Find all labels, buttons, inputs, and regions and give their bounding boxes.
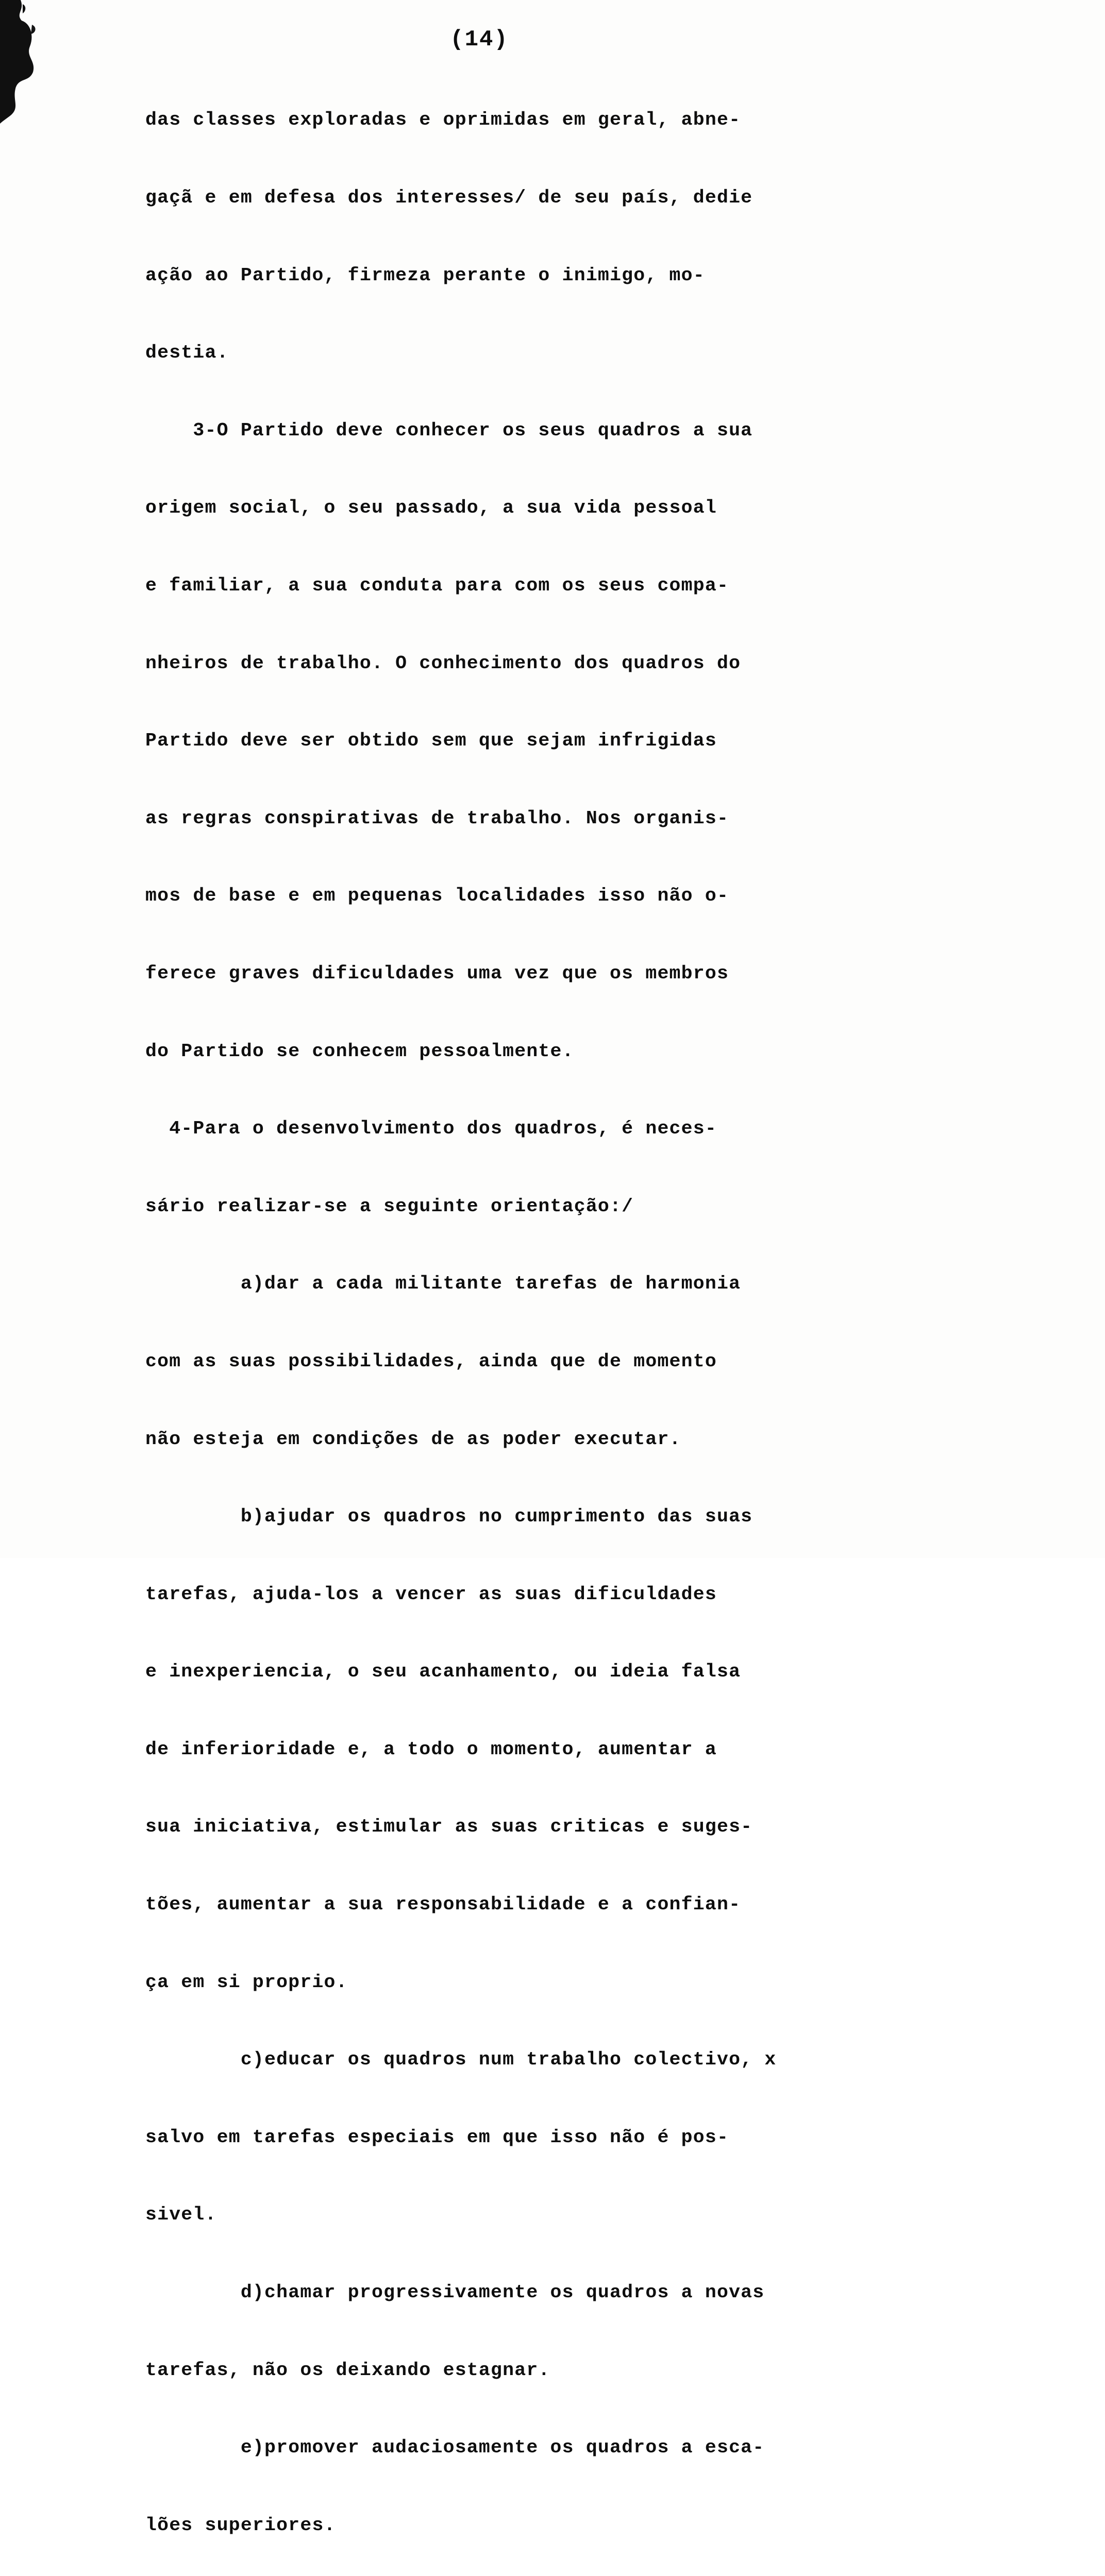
text-line: gaçã e em defesa dos interesses/ de seu país, dedie	[145, 187, 753, 208]
ink-blot-mark	[0, 0, 57, 124]
text-line: c)educar os quadros num trabalho colectivo, x	[145, 2049, 777, 2071]
text-line: e familiar, a sua conduta para com os seus compa-	[145, 574, 729, 596]
page-number: (14)	[450, 27, 509, 53]
text-line: e inexperiencia, o seu acanhamento, ou ideia falsa	[145, 1661, 741, 1683]
text-line: de inferioridade e, a todo o momento, aumentar a	[145, 1738, 717, 1760]
text-line: ação ao Partido, firmeza perante o inimigo, mo-	[145, 264, 705, 286]
text-line: Partido deve ser obtido sem que sejam infrigidas	[145, 730, 717, 752]
text-line: e)promover audaciosamente os quadros a esca-	[145, 2437, 765, 2459]
text-line: 4-Para o desenvolvimento dos quadros, é neces-	[145, 1118, 717, 1140]
text-line: origem social, o seu passado, a sua vida pessoal	[145, 497, 717, 519]
text-line: do Partido se conhecem pessoalmente.	[145, 1040, 574, 1062]
text-line: tões, aumentar a sua responsabilidade e a confian-	[145, 1894, 741, 1916]
text-line: tarefas, ajuda-los a vencer as suas dificuldades	[145, 1583, 717, 1605]
text-line: a)dar a cada militante tarefas de harmonia	[145, 1273, 741, 1295]
text-line: sário realizar-se a seguinte orientação:/	[145, 1195, 634, 1217]
body-text	[145, 56, 949, 2576]
text-line: sua iniciativa, estimular as suas criticas e suges-	[145, 1816, 753, 1838]
text-line: sivel.	[145, 2204, 217, 2226]
text-line: 3-O Partido deve conhecer os seus quadros a sua	[145, 419, 753, 441]
text-line: ça em si proprio.	[145, 1971, 348, 1993]
text-line: b)ajudar os quadros no cumprimento das suas	[145, 1506, 753, 1528]
text-line: tarefas, não os deixando estagnar.	[145, 2359, 550, 2381]
text-line: com as suas possibilidades, ainda que de momento	[145, 1350, 717, 1372]
text-line: destia.	[145, 342, 229, 364]
text-line: as regras conspirativas de trabalho. Nos organis-	[145, 807, 729, 829]
text-line: das classes exploradas e oprimidas em geral, abne-	[145, 109, 741, 131]
text-line: não esteja em condições de as poder executar.	[145, 1428, 681, 1450]
text-line: lões superiores.	[145, 2514, 336, 2536]
text-line: nheiros de trabalho. O conhecimento dos quadros do	[145, 652, 741, 674]
text-line: d)chamar progressivamente os quadros a novas	[145, 2282, 765, 2303]
text-line: mos de base e em pequenas localidades isso não o-	[145, 885, 729, 907]
text-line: ferece graves dificuldades uma vez que os membros	[145, 962, 729, 984]
text-line: salvo em tarefas especiais em que isso não é pos-	[145, 2126, 729, 2148]
